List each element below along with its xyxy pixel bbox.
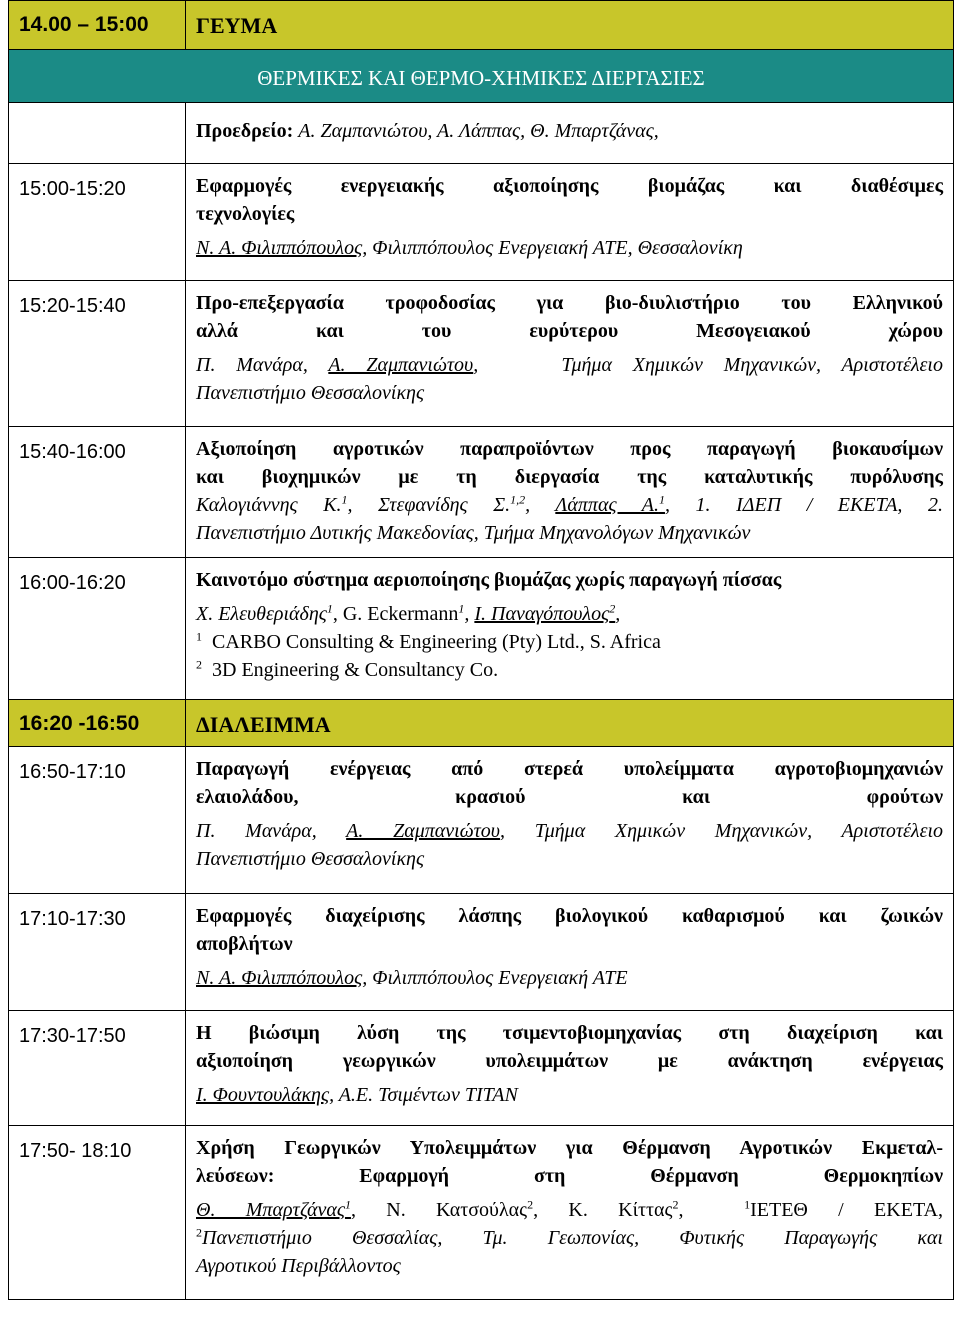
break-time: 16:20 -16:50 (9, 700, 186, 747)
talk-row (9, 427, 954, 558)
talk-authors: Ν. Α. Φιλιππόπουλος, Φιλιππόπουλος Ενεργειακή ΑΤΕ, Θεσσαλονίκη (196, 237, 743, 259)
talk-title: Προ-επεξεργασία τροφοδοσίας για βιο-διυλιστήριο του Ελληνικού αλλά και του ευρύτερου Μεσογειακού χώρου (196, 292, 943, 342)
talk-title: Αξιοποίηση αγροτικών παραπροϊόντων προς παραγωγή βιοκαυσίμων και βιοχημικών με τη διεργασία της καταλυτικής πυρόλυσης (196, 438, 943, 488)
talk-time: 15:00-15:20 (9, 164, 186, 281)
talk-authors: Π. Μανάρα, Α. Ζαμπανιώτου, Τμήμα Χημικών Μηχανικών, Αριστοτέλειο Πανεπιστήμιο Θεσσαλονίκης (196, 820, 944, 870)
talk-row (9, 1126, 954, 1300)
lunch-time: 14.00 – 15:00 (9, 1, 186, 50)
session-title: ΘΕΡΜΙΚΕΣ ΚΑΙ ΘΕΡΜΟ-ΧΗΜΙΚΕΣ ΔΙΕΡΓΑΣΙΕΣ (9, 50, 954, 103)
talk-cell (186, 558, 954, 700)
talk-cell (186, 894, 954, 1011)
talk-authors: Ι. Φουντουλάκης, Α.Ε. Τσιμέντων ΤΙΤΑΝ (196, 1084, 518, 1106)
talk-time: 16:00-16:20 (9, 558, 186, 700)
chair-names: Α. Ζαμπανιώτου, Α. Λάππας, Θ. Μπαρτζάνας, (298, 120, 659, 142)
talk-title: Παραγωγή ενέργειας από στερεά υπολείμματα αγροτοβιομηχανιών ελαιολάδου, κρασιού και φρούτων (196, 758, 943, 808)
talk-authors: Χ. Ελευθεριάδης$^1$, G. Eckermann$^1$, Ι. Παναγόπουλος$^2$, (196, 601, 621, 625)
talk-authors: Θ. Μπαρτζάνας$^1$, Ν. Κατσούλας$^2$, Κ. Κίττας$^2$, $^1$ΙΕΤΕΘ / ΕΚΕΤΑ, $^2$Πανεπιστήμιο Θεσσαλίας, Τμ. Γεωπονίας, Φυτικής Παραγωγής και Αγροτικού Περιβάλλοντος (196, 1197, 943, 1277)
affiliation: $^1$ CARBO Consulting & Engineering (Pty) Ltd., S. Africa (196, 629, 661, 653)
talk-time: 17:10-17:30 (9, 894, 186, 1011)
lunch-row (9, 1, 954, 50)
talk-time: 17:50- 18:10 (9, 1126, 186, 1300)
talk-time: 15:40-16:00 (9, 427, 186, 558)
chairs-row (9, 103, 954, 164)
talk-time: 15:20-15:40 (9, 281, 186, 427)
talk-row (9, 747, 954, 894)
talk-authors: Ν. Α. Φιλιππόπουλος, Φιλιππόπουλος Ενεργειακή ΑΤΕ (196, 967, 628, 989)
talk-row (9, 894, 954, 1011)
talk-cell (186, 164, 954, 281)
talk-row (9, 164, 954, 281)
talk-title: Εφαρμογές ενεργειακής αξιοποίησης βιομάζας και διαθέσιμες τεχνολογίες (196, 175, 943, 225)
talk-title: Καινοτόμο σύστημα αεριοποίησης βιομάζας χωρίς παραγωγή πίσσας (196, 569, 782, 591)
talk-time: 16:50-17:10 (9, 747, 186, 894)
talk-authors: Καλογιάννης Κ.$^1$, Στεφανίδης Σ.$^{1,2}$, Λάππας Α.$^1$, 1. ΙΔΕΠ / ΕΚΕΤΑ, 2. Πανεπιστήμιο Δυτικής Μακεδονίας, Τμήμα Μηχανολόγων Μηχανικών (196, 492, 943, 544)
break-label: ΔΙΑΛΕΙΜΜΑ (186, 700, 954, 747)
affiliation: $^2$ 3D Engineering & Consultancy Co. (196, 657, 499, 681)
chairs-cell (186, 103, 954, 164)
talk-row (9, 1011, 954, 1126)
talk-cell (186, 281, 954, 427)
talk-cell (186, 747, 954, 894)
talk-time: 17:30-17:50 (9, 1011, 186, 1126)
break-row (9, 700, 954, 747)
talk-row (9, 281, 954, 427)
talk-title: Εφαρμογές διαχείρισης λάσπης βιολογικού καθαρισμού και ζωικών αποβλήτων (196, 905, 943, 955)
session-header-row (9, 50, 954, 103)
program-table (8, 0, 954, 1300)
talk-cell (186, 427, 954, 558)
lunch-label: ΓΕΥΜΑ (186, 1, 954, 50)
talk-title: Χρήση Γεωργικών Υπολειμμάτων για Θέρμανση Αγροτικών Εκμεταλ- λεύσεων: Εφαρμογή στη Θέρμανση Θερμοκηπίων (196, 1137, 943, 1187)
talk-cell (186, 1126, 954, 1300)
chair-label: Προεδρείο: (196, 120, 294, 142)
talk-title: Η βιώσιμη λύση της τσιμεντοβιομηχανίας στη διαχείριση και αξιοποίηση γεωργικών υπολειμμάτων με ανάκτηση ενέργειας (196, 1022, 943, 1072)
talk-cell (186, 1011, 954, 1126)
talk-authors: Π. Μανάρα, Α. Ζαμπανιώτου, Τμήμα Χημικών Μηχανικών, Αριστοτέλειο Πανεπιστήμιο Θεσσαλονίκης (196, 354, 943, 404)
talk-row (9, 558, 954, 700)
